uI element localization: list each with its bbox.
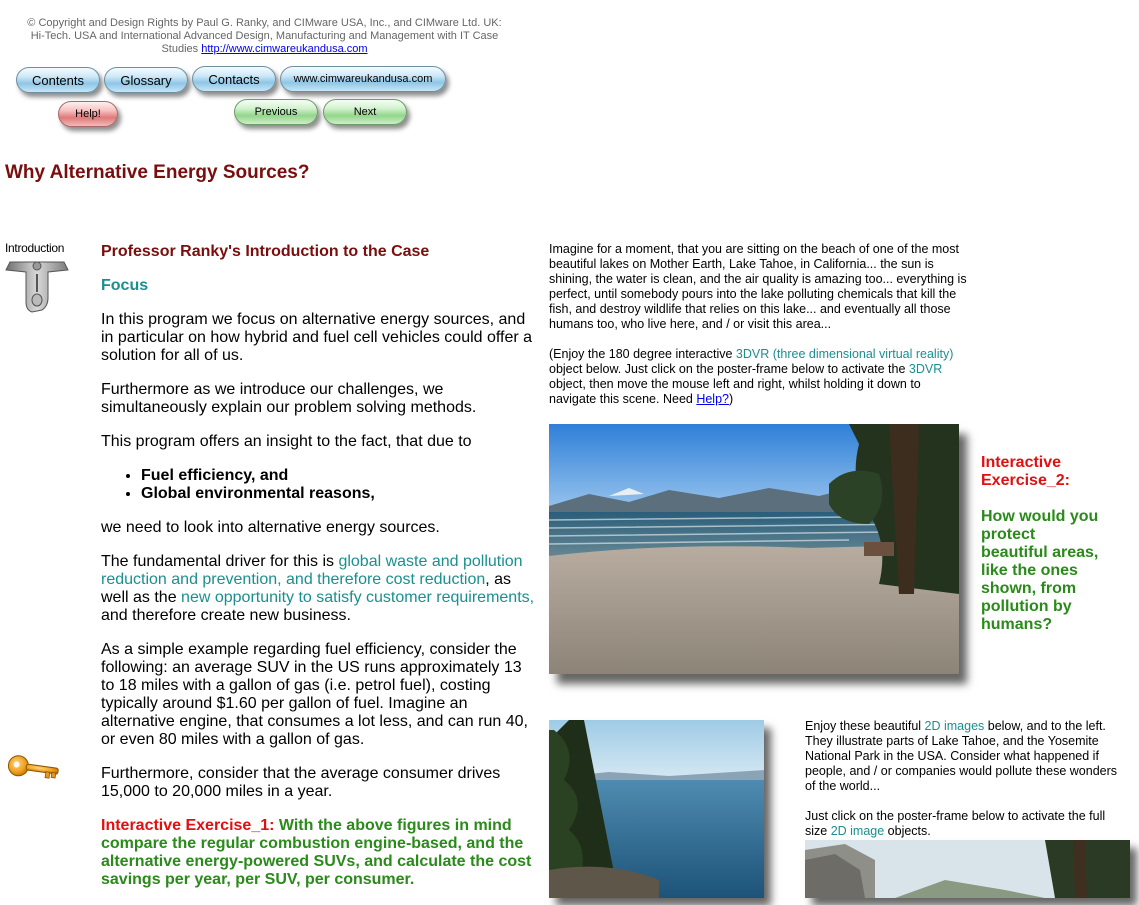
lake-trees-image (549, 720, 764, 898)
paragraph-need: we need to look into alternative energy sources. (101, 519, 440, 536)
yosemite-photo[interactable] (805, 840, 1130, 898)
help-link[interactable]: Help? (696, 392, 729, 406)
right-content (549, 242, 967, 422)
list-item: • Fuel efficiency, and (141, 467, 536, 485)
contacts-button[interactable]: Contacts (192, 66, 276, 92)
copyright-line-3 (22, 43, 507, 56)
images-text-b: below, and to the left. They illustrate parts of Lake Tahoe, and the Yosemite National Park in the USA. Consider what happened if people, and / or companies would pollute these wonders of the world... (805, 719, 1118, 793)
images-text-a: Enjoy these beautiful (805, 719, 925, 733)
vr-text-d: ) (729, 392, 734, 406)
images-description (805, 719, 1127, 854)
copyright-line-1: © Copyright and Design Rights by Paul G. Ranky, and CIMware USA, Inc., and CIMware Ltd. UK: (27, 17, 502, 29)
driver-text-a: The fundamental driver for this is (101, 553, 339, 570)
paragraph-focus: In this program we focus on alternative energy sources, and in particular on how hybrid and fuel cell vehicles could offer a solution for all of us. (101, 311, 533, 364)
paragraph-imagine: Imagine for a moment, that you are sitting on the beach of one of the most beautiful lakes on Mother Earth, Lake Tahoe, in California... the sun is shining, the water is clean, and the air quality is amazing too... everything is perfect, until somebody pours into the lake polluting chemicals that kill the fish, and destroy wildlife that relies on this lake... and eventually all those humans too, who live here, and / or visit this area... (549, 242, 967, 331)
activate-text-a: Just click on the poster-frame below to activate the full size (805, 809, 1106, 838)
paragraph-3dvr (549, 347, 967, 407)
next-button[interactable]: Next (323, 99, 407, 125)
link-2d-image[interactable]: 2D image (830, 824, 885, 838)
exercise-2-text: How would you protect beautiful areas, like the ones shown, from pollution by humans? (981, 508, 1099, 633)
paragraph-driver (101, 553, 536, 625)
intro-heading: Professor Ranky's Introduction to the Case (101, 243, 430, 260)
driver-text-b: , as well as the (101, 571, 512, 606)
vr-text-c: object, then move the mouse left and right, whilst holding it down to navigate this scene. Need (549, 377, 921, 406)
contents-button[interactable]: Contents (16, 67, 100, 93)
yosemite-image (805, 840, 1130, 898)
key-icon-graphic (6, 752, 62, 788)
exercise-1-label: Interactive Exercise_1: (101, 817, 275, 834)
link-customer-requirements[interactable]: new opportunity to satisfy customer requirements, (181, 589, 535, 606)
link-3dvr[interactable]: 3DVR (908, 362, 943, 376)
focus-heading: Focus (101, 277, 149, 294)
introduction-label: Introduction (5, 241, 65, 255)
copyright-notice (22, 17, 507, 56)
paragraph-insight: This program offers an insight to the fact, that due to (101, 433, 472, 450)
exercise-1-text: With the above figures in mind compare the regular combustion engine-based, and the alternative energy-powered SUVs, and calculate the cost savings per year, per SUV, per consumer. (101, 817, 532, 888)
driver-text-c: and therefore create new business. (101, 607, 351, 624)
link-3dvr-full[interactable]: 3DVR (three dimensional virtual reality) (735, 347, 954, 361)
exercise-2 (981, 454, 1101, 634)
key-icon[interactable] (6, 752, 62, 788)
help-button[interactable]: Help! (58, 101, 118, 127)
list-item: • Global environmental reasons, (141, 485, 536, 503)
lake-beach-image (549, 424, 959, 674)
previous-button[interactable]: Previous (234, 99, 318, 125)
main-content (101, 243, 536, 905)
paragraph-mileage: Furthermore, consider that the average consumer drives 15,000 to 20,000 miles in a year. (101, 765, 501, 800)
page-title: Why Alternative Energy Sources? (5, 162, 310, 183)
introduction-icon[interactable] (4, 240, 74, 320)
glossary-button[interactable]: Glossary (104, 67, 188, 93)
activate-text-b: objects. (884, 824, 931, 838)
exercise-2-label: Interactive Exercise_2: (981, 454, 1070, 489)
link-waste-reduction[interactable]: global waste and pollution reduction and prevention, and therefore cost reduction (101, 553, 523, 588)
copyright-studies: Studies (161, 43, 199, 55)
exercise-2-spacer (981, 490, 1101, 508)
copyright-line-2: Hi-Tech. USA and International Advanced Design, Manufacturing and Management with IT Case (30, 30, 499, 42)
exercise-1 (101, 817, 536, 889)
vr-text-a: (Enjoy the 180 degree interactive (549, 347, 736, 361)
reasons-list (101, 467, 536, 503)
link-2d-images[interactable]: 2D images (924, 719, 985, 733)
paragraph-2d-images (805, 719, 1127, 794)
lake-tahoe-photo[interactable] (549, 720, 764, 898)
vr-text-b: object below. Just click on the poster-frame below to activate the (549, 362, 909, 376)
paragraph-activate (805, 809, 1127, 839)
site-link[interactable]: http://www.cimwareukandusa.com (201, 43, 368, 55)
website-button[interactable]: www.cimwareukandusa.com (280, 66, 446, 92)
lake-tahoe-3dvr-poster[interactable] (549, 424, 959, 674)
paragraph-methods: Furthermore as we introduce our challenges, we simultaneously explain our problem solving methods. (101, 381, 477, 416)
paragraph-fuel-example: As a simple example regarding fuel efficiency, consider the following: an average SUV in the US runs approximately 13 to 18 miles with a gallon of gas (i.e. petrol fuel), costing typically around $1.60 per gallon of fuel. Imagine an alternative engine, that consumes a lot less, and can run 40, or even 80 miles with a gallon of gas. (101, 641, 528, 748)
